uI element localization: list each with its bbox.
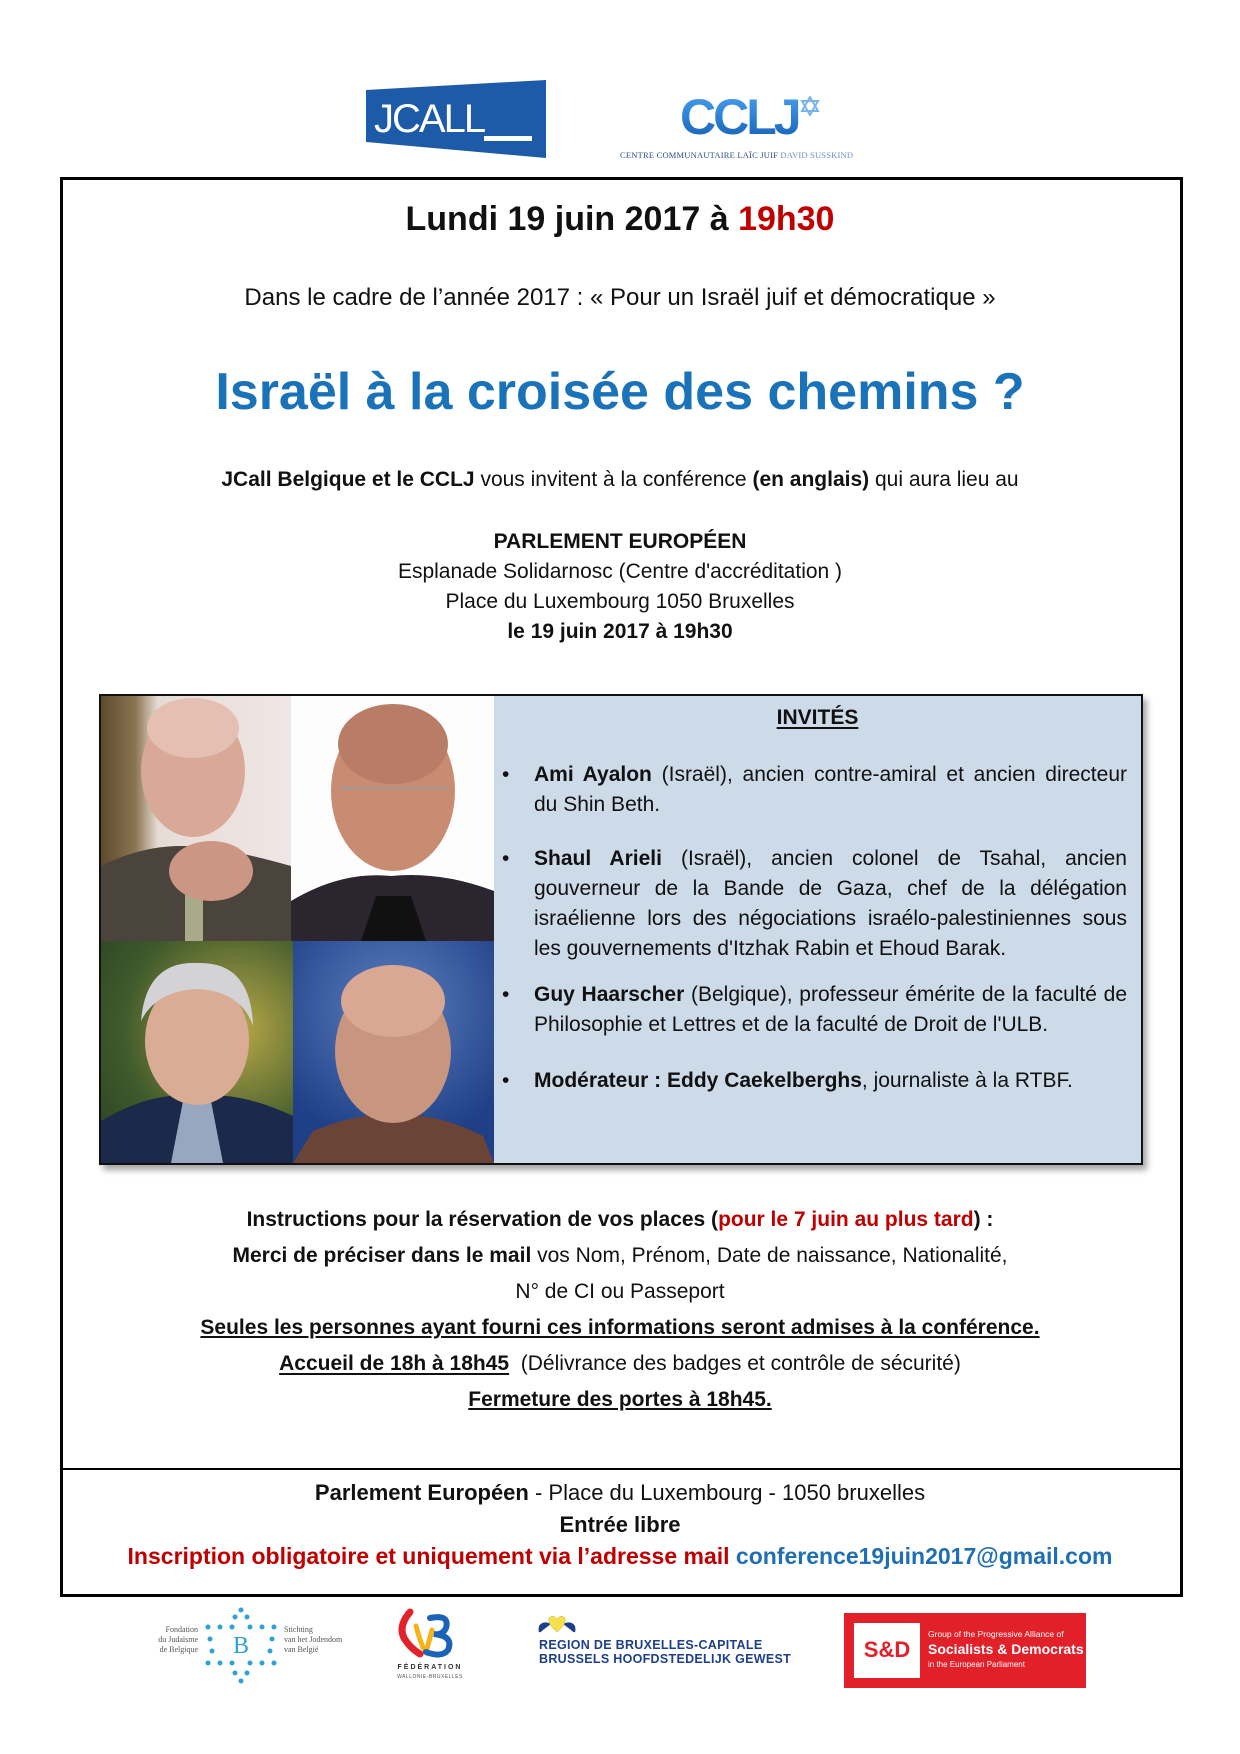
guest-text [534, 760, 1127, 820]
required-info-label: Merci de préciser dans le mail [232, 1244, 532, 1267]
guest-description: , journaliste à la RTBF. [861, 1069, 1073, 1092]
guests-heading: INVITÉS [776, 706, 859, 729]
brussels-line2: BRUSSELS HOOFDSTEDELIJK GEWEST [539, 1652, 792, 1666]
event-time: 19h30 [738, 200, 835, 238]
event-date [60, 200, 1180, 239]
guest-name: Modérateur : Eddy Caekelberghs [534, 1069, 862, 1092]
footer-divider [60, 1468, 1180, 1470]
cclj-logo-text: CCLJ [680, 89, 799, 145]
fjb-left-line: de Belgique [159, 1645, 198, 1654]
sd-abbr: S&D [863, 1637, 911, 1662]
fjb-right-line: van België [284, 1645, 319, 1654]
bullet: • [502, 1069, 510, 1092]
admission-notice: Seules les personnes ayant fourni ces informations seront admises à la conférence. [200, 1316, 1040, 1339]
footer-entry: Entrée libre [559, 1512, 681, 1537]
guest-photos [101, 696, 494, 1163]
fondation-judaisme-logo [148, 1605, 343, 1685]
required-info-fields: vos Nom, Prénom, Date de naissance, Nationalité, [531, 1244, 1008, 1267]
event-date-text: Lundi 19 juin 2017 à [405, 200, 739, 238]
fwb-line1: FÉDÉRATION [397, 1664, 463, 1671]
sd-line2: Socialists & Democrats [928, 1641, 1084, 1657]
fjb-right-line: van het Jodendom [284, 1635, 343, 1644]
required-info [60, 1244, 1180, 1268]
guest-photo-3 [101, 941, 293, 1163]
venue-date: le 19 juin 2017 à 19h30 [507, 620, 733, 643]
registration-email-link[interactable]: conference19juin2017@gmail.com [735, 1543, 1113, 1569]
instructions-prefix: Instructions pour la réservation de vos places ( [246, 1208, 719, 1231]
guest-name: Guy Haarscher [534, 983, 685, 1006]
federation-wallonie-bruxelles-logo [390, 1608, 470, 1688]
guest-photo-2 [291, 696, 494, 941]
footer-registration [60, 1543, 1180, 1570]
sd-abbr-box [854, 1623, 920, 1678]
socialists-democrats-logo [844, 1613, 1086, 1688]
bullet: • [502, 847, 510, 870]
footer-venue-name: Parlement Européen [314, 1480, 529, 1505]
footer-venue-address: - Place du Luxembourg - 1050 bruxelles [528, 1480, 926, 1505]
doors-closing: Fermeture des portes à 18h45. [468, 1388, 772, 1411]
iris-heart-icon [537, 1614, 577, 1636]
guests-box [99, 694, 1143, 1165]
guest-text [534, 1066, 1127, 1096]
fwb-line2: WALLONIE-BRUXELLES [397, 1674, 463, 1680]
bullet: • [502, 763, 510, 786]
page-title: Israël à la croisée des chemins ? [215, 363, 1025, 421]
invitation-language: (en anglais) [752, 468, 870, 491]
brussels-line1: REGION DE BRUXELLES-CAPITALE [539, 1638, 763, 1652]
venue-name: PARLEMENT EUROPÉEN [493, 530, 747, 553]
footer-venue [60, 1480, 1180, 1506]
invitation-line [60, 468, 1180, 492]
jcall-logo-text: JCALL [374, 97, 485, 141]
guest-photo-4 [293, 941, 494, 1163]
invitation-hosts: JCall Belgique et le CCLJ [221, 468, 475, 491]
event-context: Dans le cadre de l’année 2017 : « Pour un Israël juif et démocratique » [244, 284, 996, 311]
star-of-david-icon [800, 96, 820, 116]
guest-text [534, 980, 1127, 1040]
sd-line3: in the European Parliament [928, 1660, 1025, 1669]
region-bruxelles-logo [535, 1614, 792, 1674]
reception-time: Accueil de 18h à 18h45 [279, 1352, 510, 1375]
fjb-left-line: du Judaïsme [158, 1635, 198, 1644]
guest-name: Shaul Arieli [534, 847, 662, 870]
guest-name: Ami Ayalon [534, 763, 652, 786]
venue-address-2: Place du Luxembourg 1050 Bruxelles [445, 590, 795, 613]
guest-description: (Israël), ancien colonel de Tsahal, ancien gouverneur de la Bande de Gaza, chef de la délégation israélienne lors des négociations israélo-palestiniennes sous les gouvernements d'Itzhak Rabin et Ehoud Barak. [534, 847, 1127, 960]
reservation-deadline: pour le 7 juin au plus tard [718, 1208, 974, 1231]
invitation-text: vous invitent à la conférence [474, 468, 753, 491]
cclj-logo [620, 89, 875, 164]
instructions-suffix: ) : [973, 1208, 994, 1231]
guests-panel [494, 696, 1141, 1163]
fwb-emblem-icon [396, 1608, 456, 1660]
fjb-letter: B [232, 1633, 250, 1659]
cclj-logo-subtitle: CENTRE COMMUNAUTAIRE LAÏC JUIF DAVID SUSSKIND [620, 150, 854, 160]
reception-hours [60, 1352, 1180, 1376]
required-info-id: N° de CI ou Passeport [515, 1280, 725, 1303]
guest-text [534, 844, 1127, 964]
fjb-left-line: Fondation [165, 1625, 198, 1634]
reservation-instructions [60, 1208, 1180, 1232]
guest-photo-1 [101, 696, 291, 941]
bullet: • [502, 983, 510, 1006]
guest-description: (Belgique), professeur émérite de la faculté de Philosophie et Lettres et de la faculté de Droit de l'ULB. [534, 983, 1127, 1036]
jcall-logo [366, 80, 546, 158]
venue-address-1: Esplanade Solidarnosc (Centre d'accréditation ) [397, 560, 843, 583]
guest-description: (Israël), ancien contre-amiral et ancien directeur du Shin Beth. [534, 763, 1127, 816]
invitation-end: qui aura lieu au [869, 468, 1019, 491]
reception-details: (Délivrance des badges et contrôle de sécurité) [509, 1352, 961, 1375]
fjb-right-line: Stichting [284, 1625, 313, 1634]
fjb-dots-icon [200, 1605, 282, 1685]
sd-line1: Group of the Progressive Alliance of [928, 1629, 1064, 1639]
registration-text: Inscription obligatoire et uniquement via l’adresse mail [127, 1543, 736, 1569]
